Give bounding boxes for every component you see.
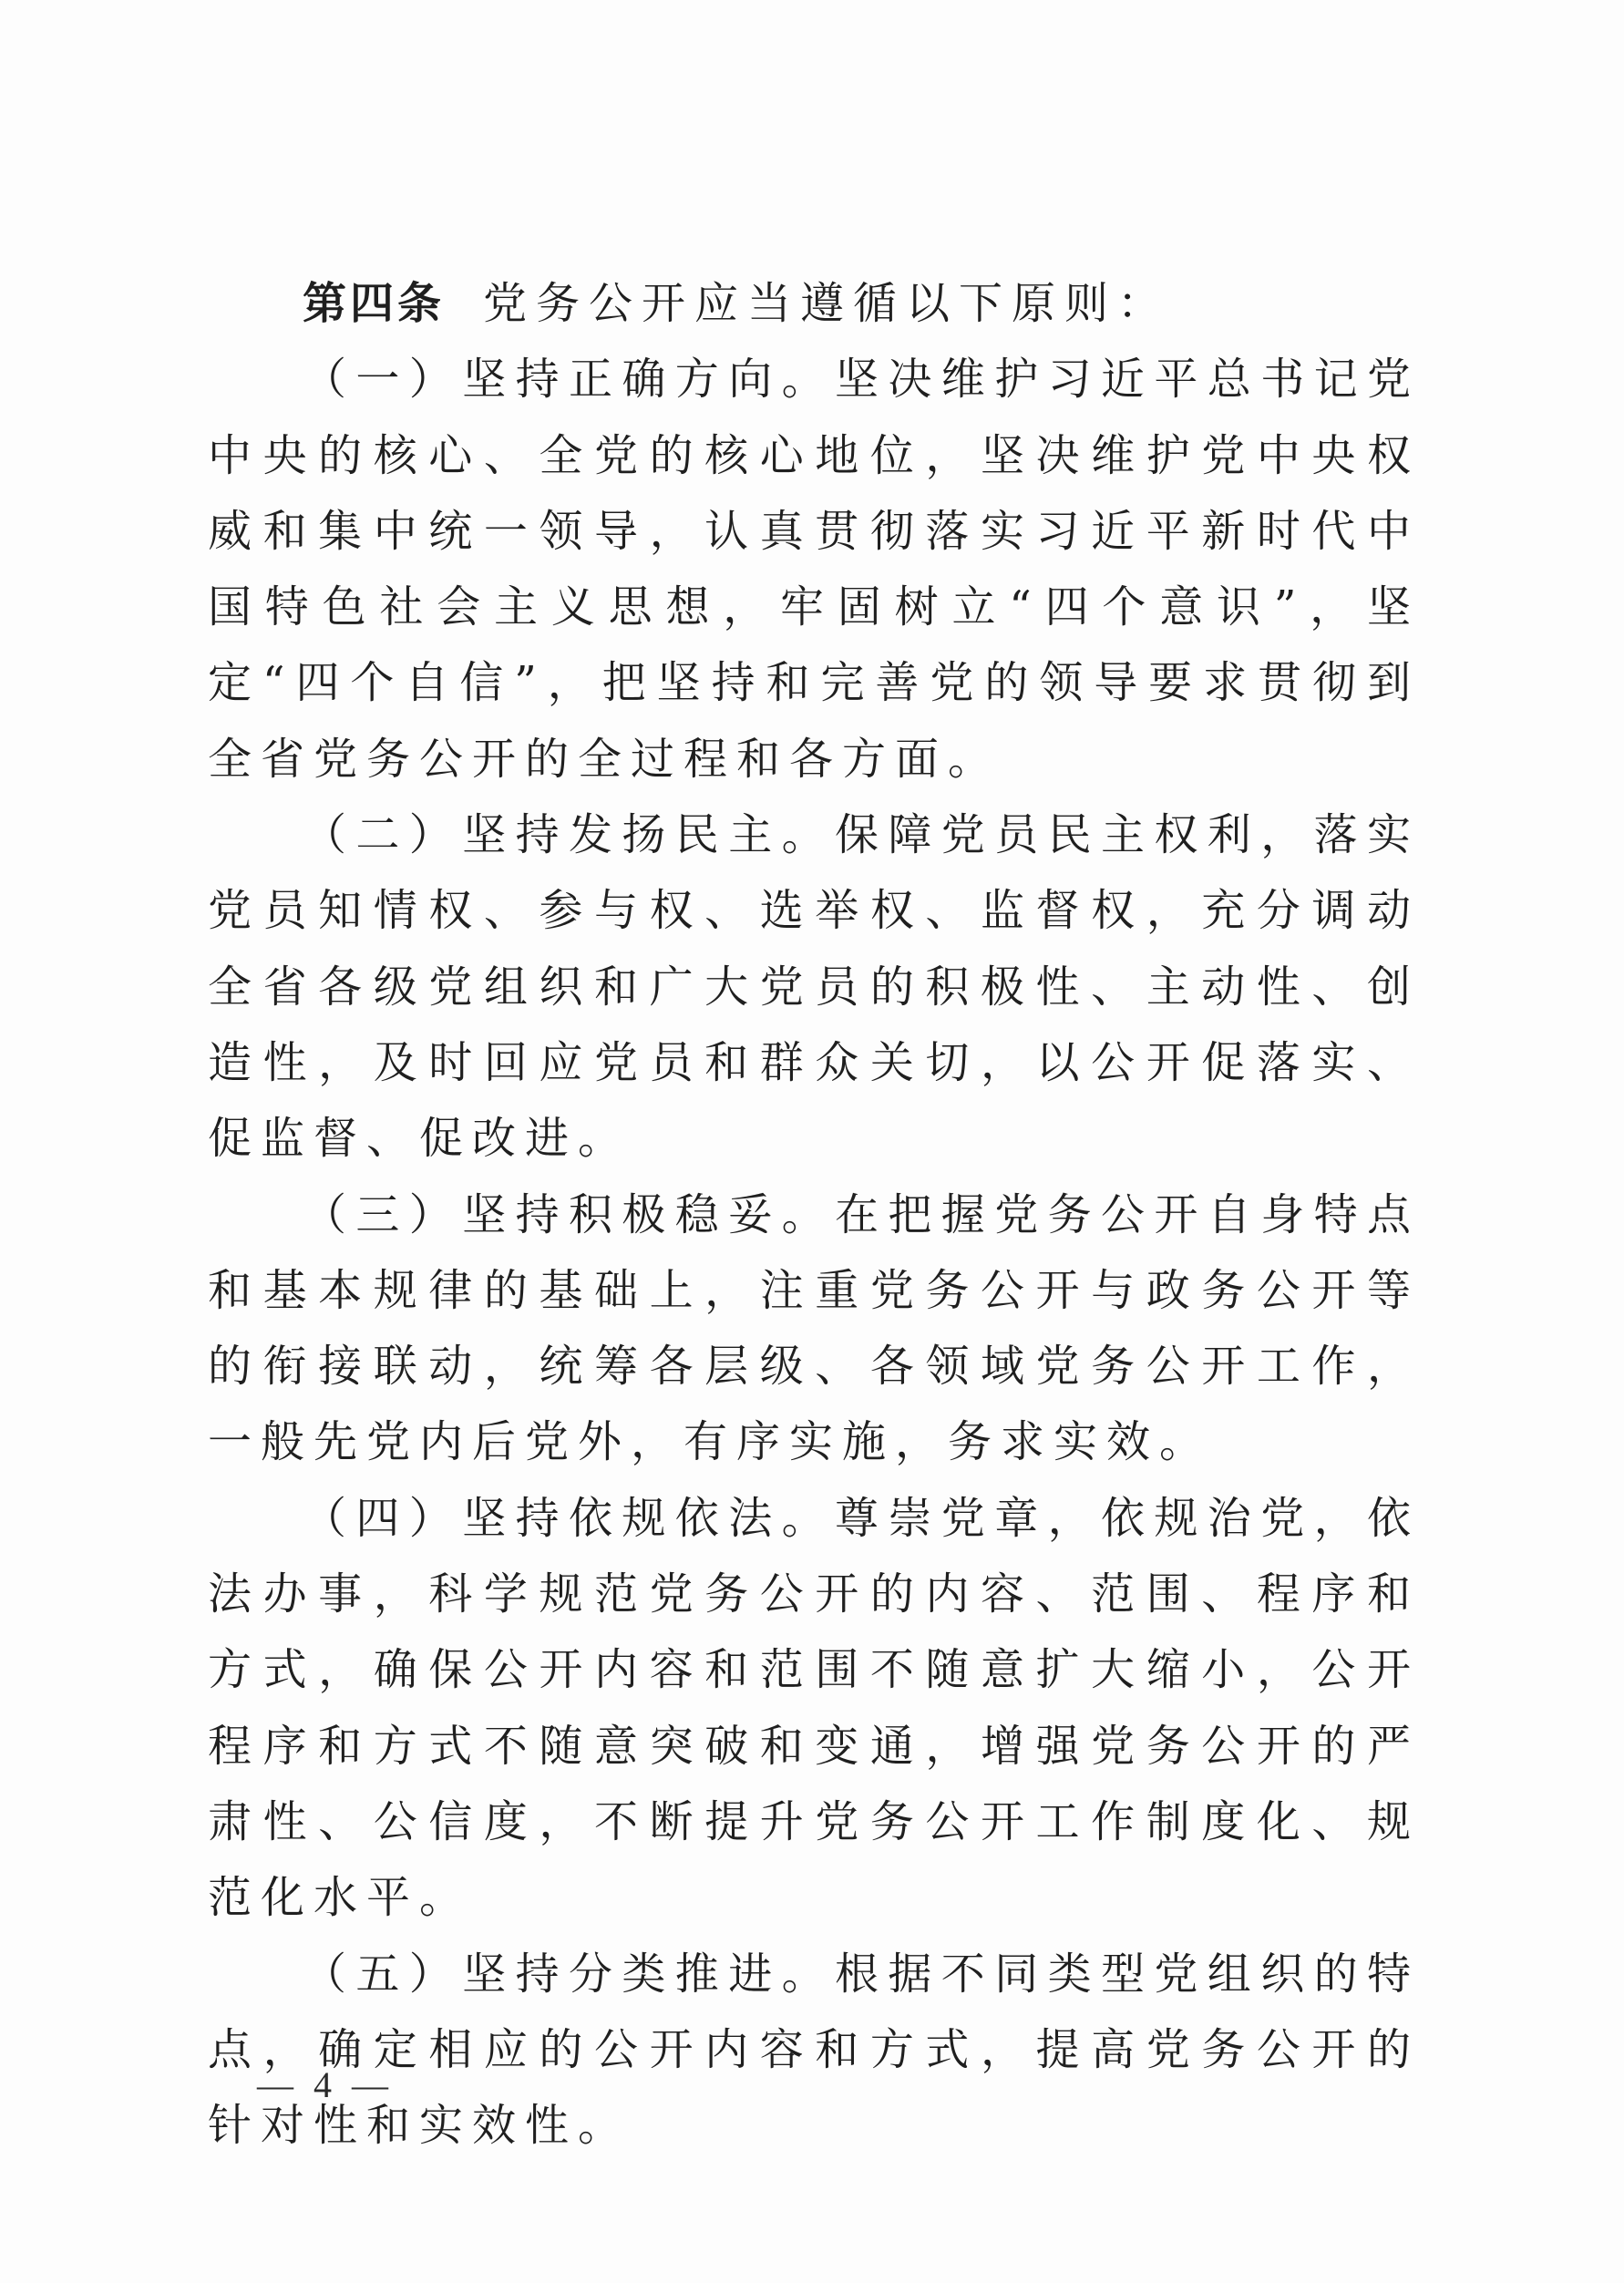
page-number: — 4 — — [257, 2064, 394, 2105]
principle-paragraph-5: （五）坚持分类推进。根据不同类型党组织的特点，确定相应的公开内容和方式，提高党务公开的针对性和实效性。 — [208, 1948, 1420, 2152]
principle-paragraph-1: （一）坚持正确方向。坚决维护习近平总书记党中央的核心、全党的核心地位，坚决维护党中央权威和集中统一领导，认真贯彻落实习近平新时代中国特色社会主义思想，牢固树立“四个意识”，坚定“四个自信”，把坚持和完善党的领导要求贯彻到全省党务公开的全过程和各方面。 — [208, 354, 1420, 785]
principle-paragraph-4: （四）坚持依规依法。尊崇党章，依规治党，依法办事，科学规范党务公开的内容、范围、程序和方式，确保公开内容和范围不随意扩大缩小，公开程序和方式不随意突破和变通，增强党务公开的严肃性、公信度，不断提升党务公开工作制度化、规范化水平。 — [208, 1492, 1420, 1924]
article-paragraph — [208, 266, 1420, 342]
article-intro: 党务公开应当遵循以下原则： — [483, 278, 1171, 329]
principle-paragraph-2: （二）坚持发扬民主。保障党员民主权利，落实党员知情权、参与权、选举权、监督权，充分调动全省各级党组织和广大党员的积极性、主动性、创造性，及时回应党员和群众关切，以公开促落实、促监督、促改进。 — [208, 809, 1420, 1165]
principle-paragraph-3: （三）坚持积极稳妥。在把握党务公开自身特点和基本规律的基础上，注重党务公开与政务公开等的衔接联动，统筹各层级、各领域党务公开工作，一般先党内后党外，有序实施，务求实效。 — [208, 1188, 1420, 1468]
document-body — [208, 266, 1420, 2164]
article-heading: 第四条 — [303, 278, 446, 329]
